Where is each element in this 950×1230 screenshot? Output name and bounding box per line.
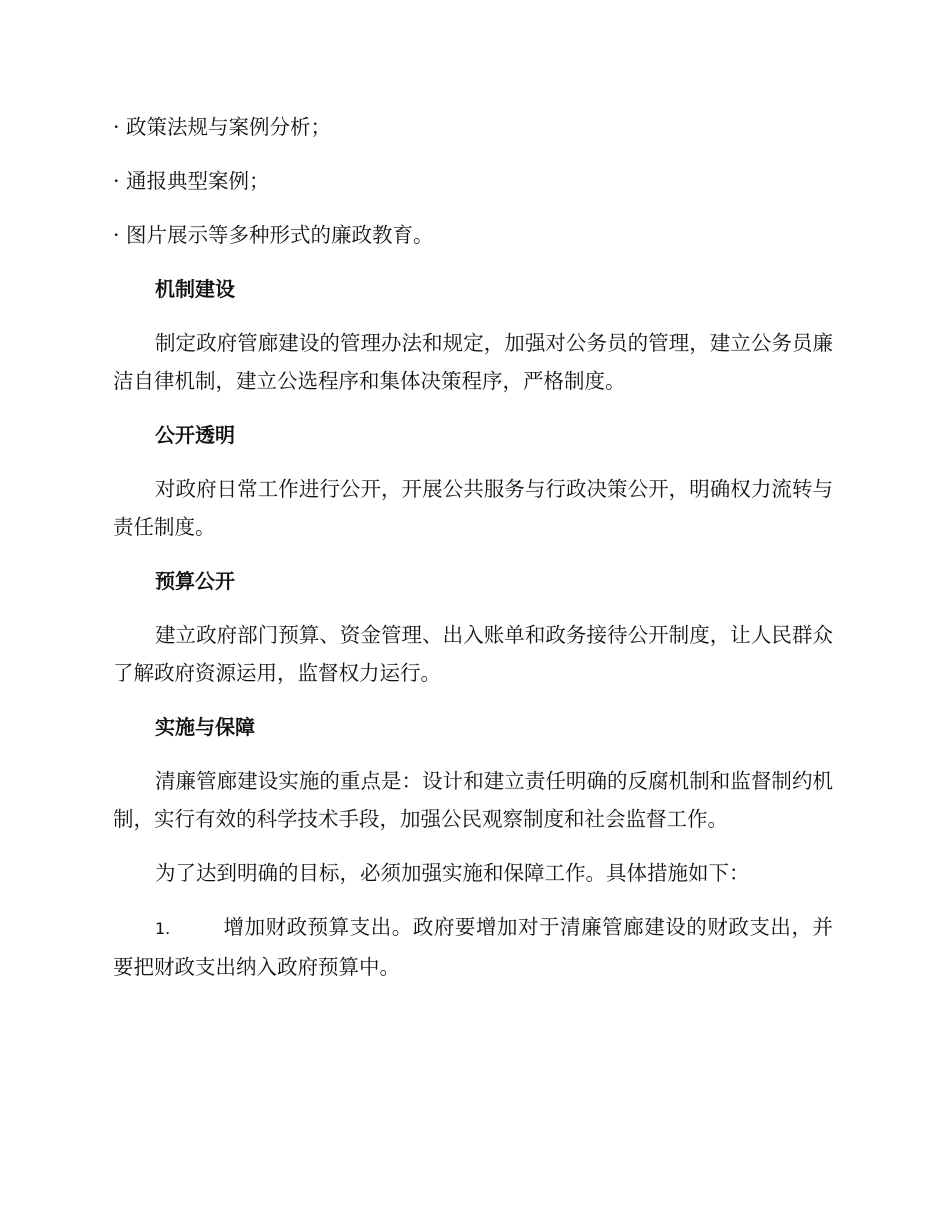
section-paragraph-implementation: 清廉管廊建设实施的重点是：设计和建立责任明确的反腐机制和监督制约机制，实行有效的科学技术手段，加强公民观察制度和社会监督工作。 — [113, 769, 833, 831]
section-paragraph-mechanism: 制定政府管廊建设的管理办法和规定，加强对公务员的管理，建立公务员廉洁自律机制，建立公选程序和集体决策程序，严格制度。 — [113, 331, 833, 393]
section-paragraph-transparency: 对政府日常工作进行公开，开展公共服务与行政决策公开，明确权力流转与责任制度。 — [113, 477, 833, 539]
numbered-item — [113, 908, 833, 986]
bullet-item: · 政策法规与案例分析； — [113, 115, 332, 139]
section-heading-mechanism: 机制建设 — [155, 277, 235, 301]
bullet-item: · 图片展示等多种形式的廉政教育。 — [113, 223, 434, 247]
section-heading-implementation: 实施与保障 — [155, 715, 255, 739]
section-heading-budget: 预算公开 — [155, 569, 235, 593]
section-heading-transparency: 公开透明 — [155, 423, 235, 447]
numbered-item-label: 1. — [155, 919, 171, 938]
bullet-item: · 通报典型案例； — [113, 169, 270, 193]
section-paragraph-measures-intro: 为了达到明确的目标，必须加强实施和保障工作。具体措施如下： — [155, 861, 750, 885]
document-body — [113, 108, 833, 1002]
numbered-item-text: 增加财政预算支出。政府要增加对于清廉管廊建设的财政支出，并要把财政支出纳入政府预算中。 — [113, 915, 833, 979]
section-paragraph-budget: 建立政府部门预算、资金管理、出入账单和政务接待公开制度，让人民群众了解政府资源运用，监督权力运行。 — [113, 623, 833, 685]
